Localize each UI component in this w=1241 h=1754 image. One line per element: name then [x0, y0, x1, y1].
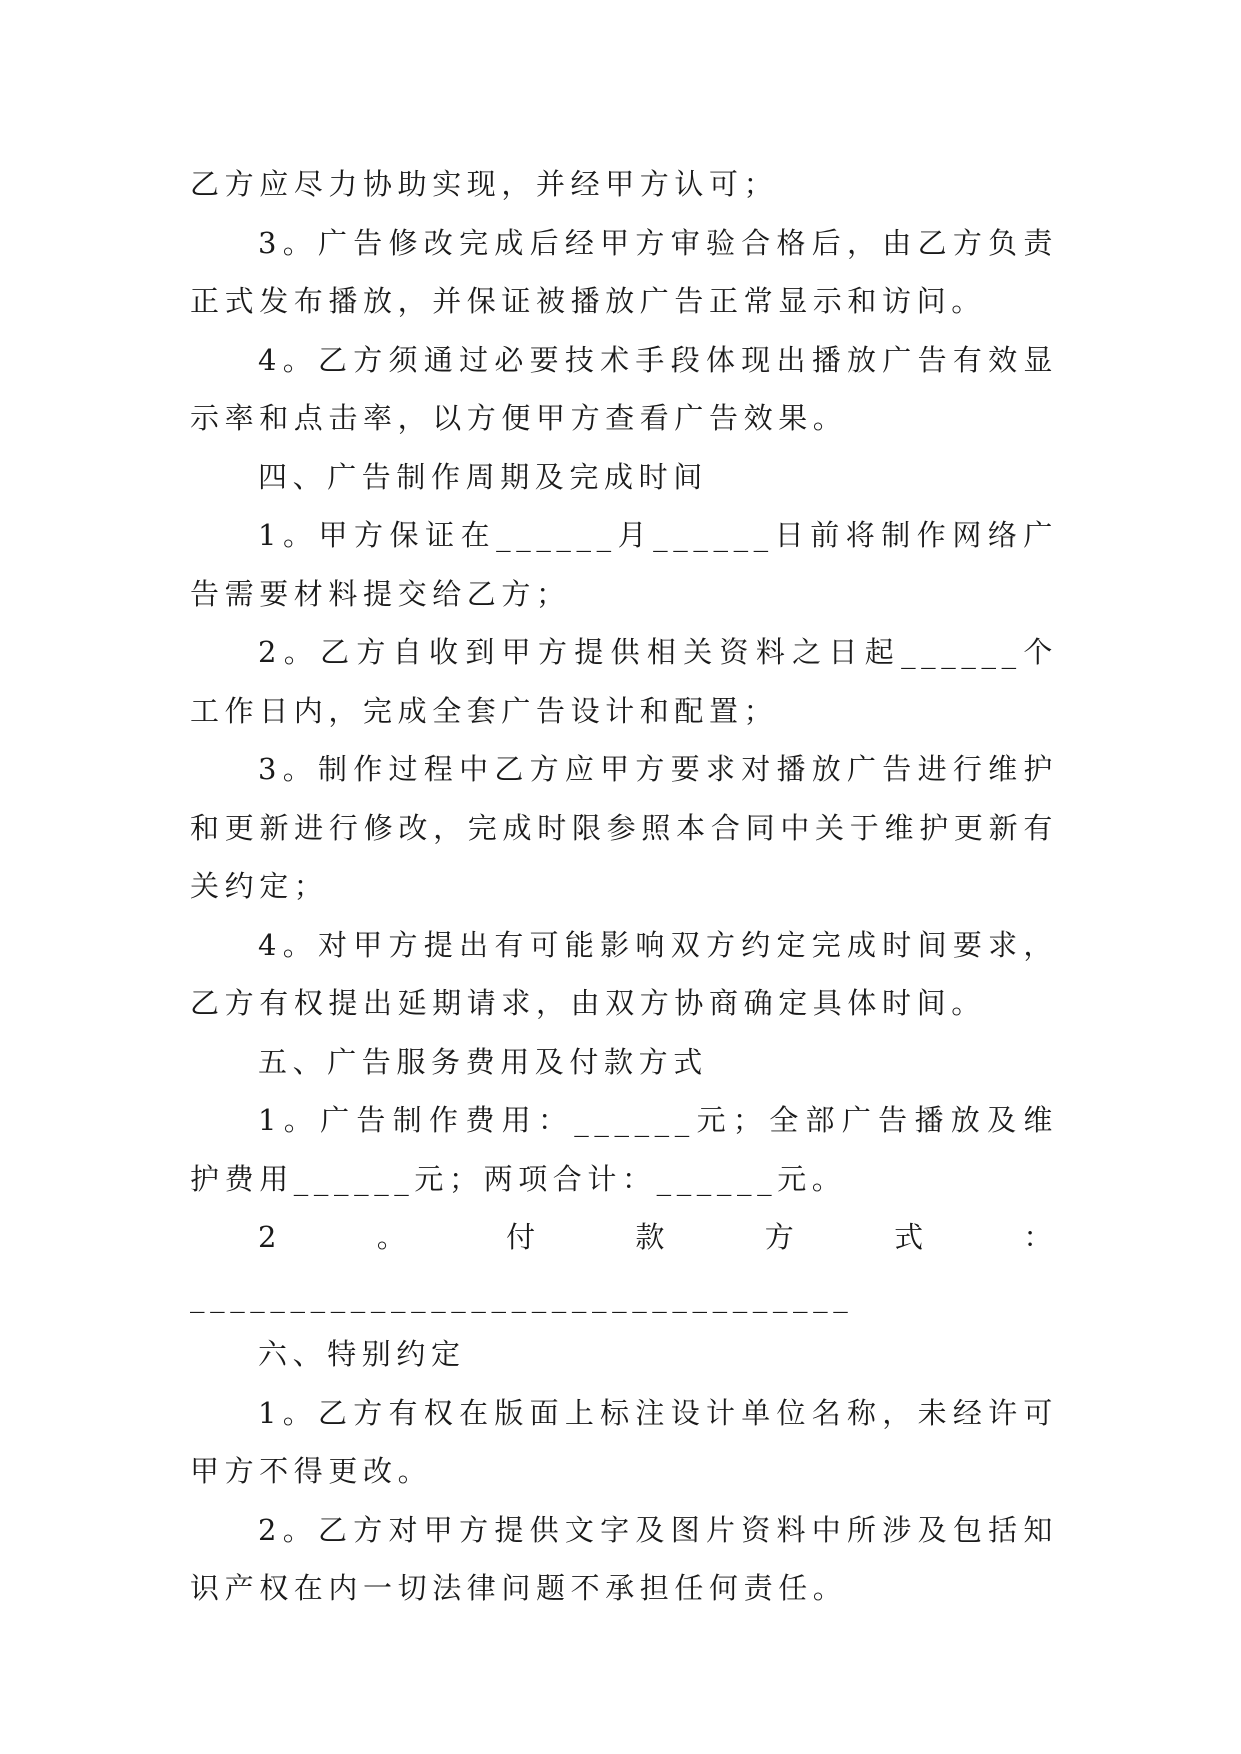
paragraph-item-1-designer-name: 1。乙方有权在版面上标注设计单位名称，未经许可甲方不得更改。	[190, 1395, 1058, 1488]
paragraph-item-1-materials: 1。甲方保证在______月______日前将制作网络广告需要材料提交给乙方；	[190, 518, 1058, 611]
paragraph-continuation: 乙方应尽力协助实现，并经甲方认可；	[190, 167, 779, 201]
paragraph-item-2-payment-method: 2。付款方式：_________________________________	[190, 1220, 1058, 1313]
document-body	[190, 155, 1058, 1618]
paragraph-item-3-publish: 3。广告修改完成后经甲方审验合格后，由乙方负责正式发布播放，并保证被播放广告正常显示和访问。	[190, 225, 1058, 318]
paragraph-item-2-liability: 2。乙方对甲方提供文字及图片资料中所涉及包括知识产权在内一切法律问题不承担任何责任。	[190, 1512, 1058, 1605]
paragraph-item-1-fees: 1。广告制作费用：______元；全部广告播放及维护费用______元；两项合计：______元。	[190, 1103, 1058, 1196]
paragraph-item-2-workdays: 2。乙方自收到甲方提供相关资料之日起______个工作日内，完成全套广告设计和配置；	[190, 635, 1058, 728]
paragraph-item-3-maintenance: 3。制作过程中乙方应甲方要求对播放广告进行维护和更新进行修改，完成时限参照本合同中关于维护更新有关约定；	[190, 752, 1058, 903]
section-heading-6: 六、特别约定	[258, 1337, 466, 1371]
paragraph-item-4-click-rate: 4。乙方须通过必要技术手段体现出播放广告有效显示率和点击率，以方便甲方查看广告效果。	[190, 342, 1058, 435]
section-heading-4: 四、广告制作周期及完成时间	[258, 459, 708, 494]
section-heading-5: 五、广告服务费用及付款方式	[258, 1044, 708, 1079]
paragraph-item-4-extension: 4。对甲方提出有可能影响双方约定完成时间要求，乙方有权提出延期请求，由双方协商确定具体时间。	[190, 927, 1058, 1020]
